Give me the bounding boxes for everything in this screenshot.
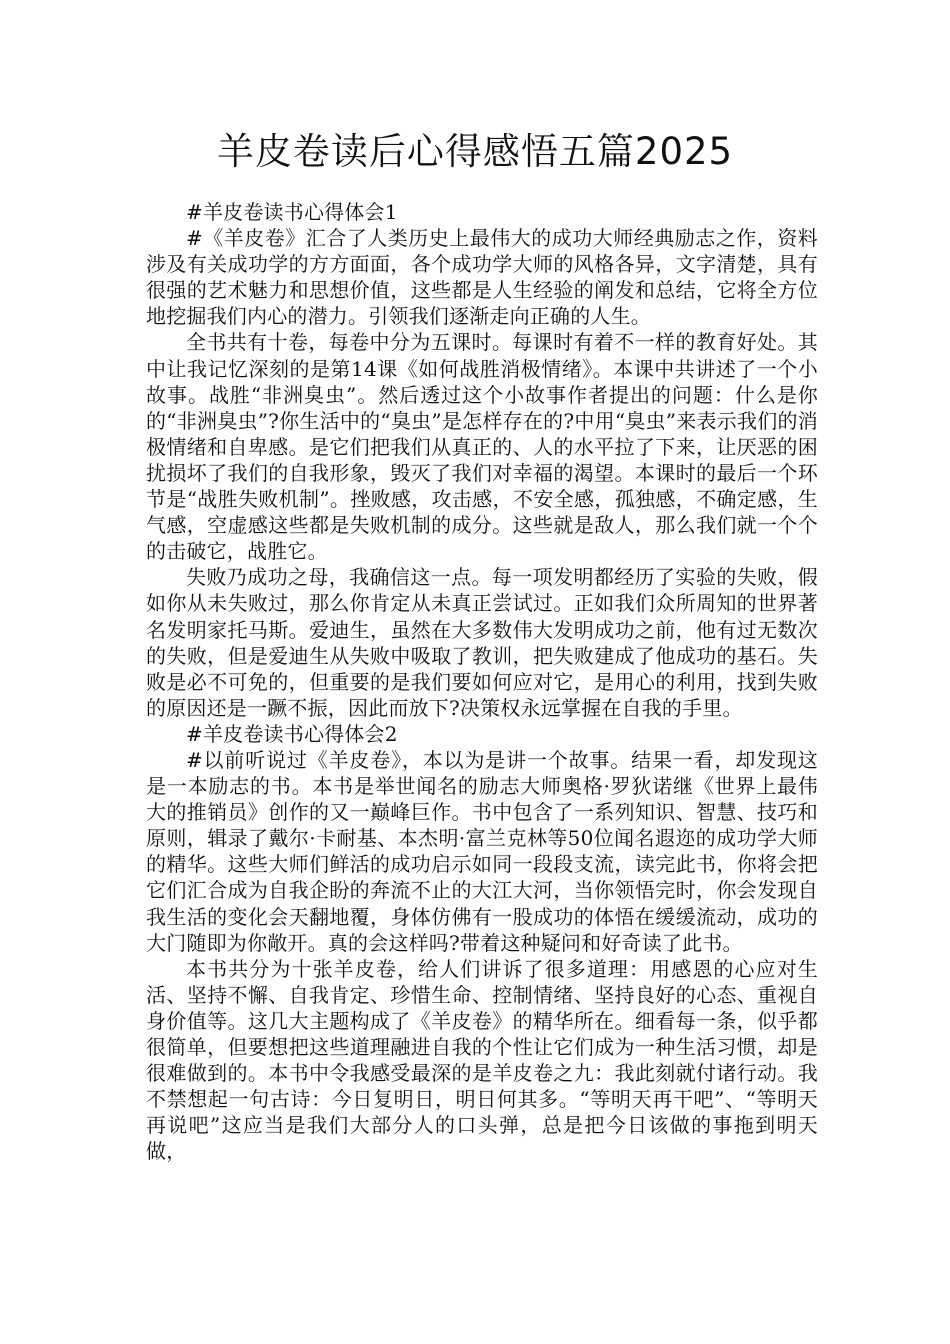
section-heading-1: #羊皮卷读书心得体会1 bbox=[186, 200, 398, 224]
paragraph: 本书共分为十张羊皮卷，给人们讲诉了很多道理：用感恩的心应对生活、坚持不懈、自我肯定、珍惜生命、控制情绪、坚持良好的心态、重视自身价值等。这几大主题构成了《羊皮卷》的精华所在。细看每一条，似乎都很简单，但要想把这些道理融进自我的个性让它们成为一种生活习惯，却是很难做到的。本书中令我感受最深的是羊皮卷之九：我此刻就付诸行动。我不禁想起一句古诗：今日复明日，明日何其多。“等明天再干吧”、“等明天再说吧”这应当是我们大部分人的口头弹，总是把今日该做的事拖到明天做， bbox=[146, 956, 818, 1164]
paragraph: #以前听说过《羊皮卷》，本以为是讲一个故事。结果一看，却发现这是一本励志的书。本书是举世闻名的励志大师奥格·罗狄诺继《世界上最伟大的推销员》创作的又一巅峰巨作。书中包含了一系列知识、智慧、技巧和原则，辑录了戴尔·卡耐基、本杰明·富兰克林等50位闻名遐迩的成功学大师的精华。这些大师们鲜活的成功启示如同一段段支流，读完此书，你将会把它们汇合成为自我企盼的奔流不止的大江大河，当你领悟完时，你会发现自我生活的变化会天翻地覆，身体仿佛有一股成功的体悟在缓缓流动，成功的大门随即为你敞开。真的会这样吗?带着这种疑问和好奇读了此书。 bbox=[146, 747, 818, 955]
paragraph: 失败乃成功之母，我确信这一点。每一项发明都经历了实验的失败，假如你从未失败过，那么你肯定从未真正尝试过。正如我们众所周知的世界著名发明家托马斯。爱迪生，虽然在大多数伟大发明成功之前，他有过无数次的失败，但是爱迪生从失败中吸取了教训，把失败建成了他成功的基石。失败是必不可免的，但重要的是我们要如何应对它，是用心的利用，找到失败的原因还是一蹶不振，因此而放下?决策权永远掌握在自我的手里。 bbox=[146, 565, 818, 720]
document-title: 羊皮卷读后心得感悟五篇2025 bbox=[216, 130, 734, 173]
paragraph: #《羊皮卷》汇合了人类历史上最伟大的成功大师经典励志之作，资料涉及有关成功学的方方面面，各个成功学大师的风格各异，文字清楚，具有很强的艺术魅力和思想价值，这些都是人生经验的阐发和总结，它将全方位地挖掘我们内心的潜力。引领我们逐渐走向正确的人生。 bbox=[146, 226, 818, 329]
section-heading-2: #羊皮卷读书心得体会2 bbox=[186, 721, 398, 746]
paragraph: 全书共有十卷，每卷中分为五课时。每课时有着不一样的教育好处。其中让我记忆深刻的是第14课《如何战胜消极情绪》。本课中共讲述了一个小故事。战胜“非洲臭虫”。然后透过这个小故事作者提出的问题：什么是你的“非洲臭虫”?你生活中的“臭虫”是怎样存在的?中用“臭虫”来表示我们的消极情绪和自卑感。是它们把我们从真正的、人的水平拉了下来，让厌恶的困扰损坏了我们的自我形象，毁灭了我们对幸福的渴望。本课时的最后一个环节是“战胜失败机制”。挫败感，攻击感，不安全感，孤独感，不确定感，生气感，空虚感这些都是失败机制的成分。这些就是敌人，那么我们就一个个的击破它，战胜它。 bbox=[146, 330, 818, 564]
document-body bbox=[146, 199, 818, 1164]
